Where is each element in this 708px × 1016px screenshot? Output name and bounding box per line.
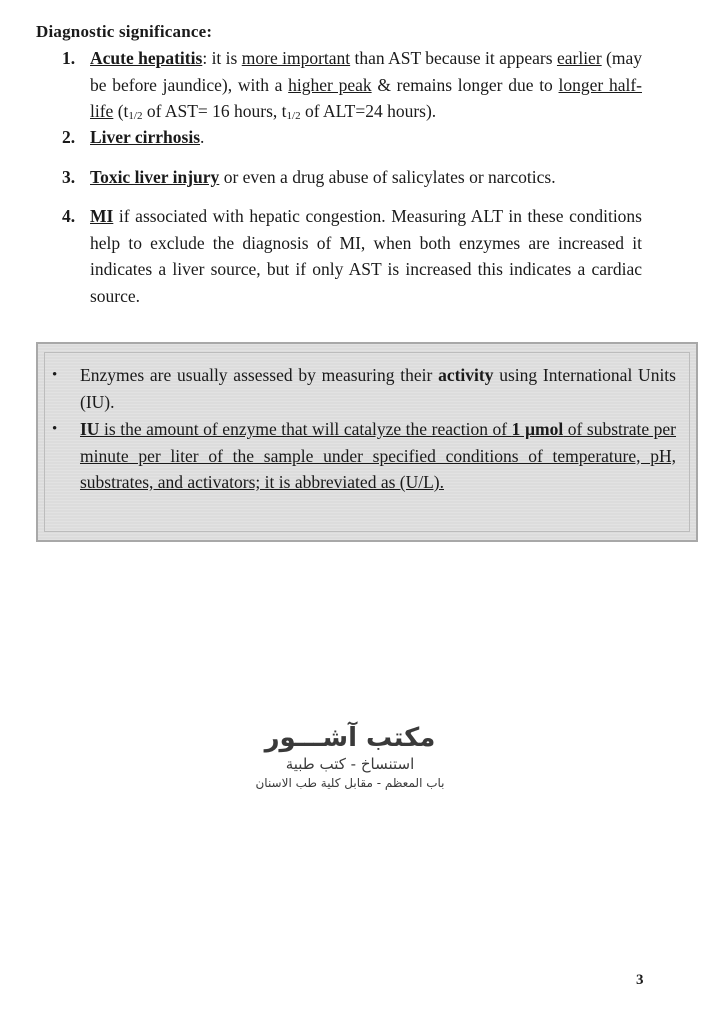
text-segment: than AST because it appears [350, 48, 557, 68]
text-segment: (t [113, 101, 129, 121]
text-segment: . [200, 127, 205, 147]
item-number: 2. [62, 127, 76, 147]
bullet-icon: • [52, 367, 58, 383]
underlined-text: earlier [556, 48, 602, 68]
item-text [90, 45, 642, 130]
stamp-line-2: استنساخ - كتب طبية [285, 755, 415, 773]
list-item-acute-hepatitis [62, 45, 642, 130]
text-segment: : it is [202, 48, 242, 68]
item-term: Acute hepatitis [90, 48, 203, 68]
text-segment: Enzymes are usually assessed by measuring their [80, 365, 439, 385]
text-segment: (may be before jaundice), with a [90, 48, 643, 95]
bullet-icon: • [52, 421, 58, 437]
list-item-mi [62, 203, 642, 309]
section-heading: Diagnostic significance: [36, 22, 213, 41]
text-segment: using International Units (IU). [80, 365, 676, 412]
text-segment: is the amount of enzyme that will catalyze the reaction of [99, 419, 512, 439]
shop-stamp [230, 722, 470, 802]
bold-text: activity [438, 365, 494, 385]
item-term: Toxic liver injury [90, 167, 220, 187]
item-number: 1. [62, 48, 76, 68]
item-number: 4. [62, 206, 76, 226]
item-number: 3. [62, 167, 76, 187]
note-box [36, 342, 698, 542]
bold-text: 1 µmol [511, 419, 564, 439]
text-segment: if associated with hepatic congestion. Measuring ALT in these conditions help to exclude the diagnosis of MI, when both enzymes are increased it indicates a liver source, but if only AST is increased this indicates a cardiac source. [90, 206, 642, 306]
text-segment: of AST= 16 hours, t [142, 101, 287, 121]
underlined-text: higher peak [288, 74, 372, 95]
text-segment: & remains longer due to [371, 74, 559, 95]
note-bullet-enzyme-activity [52, 362, 676, 415]
bold-text: IU [80, 419, 100, 439]
note-bullet-iu-definition [52, 416, 676, 496]
text-segment: or even a drug abuse of salicylates or narcotics. [219, 167, 556, 187]
underlined-text: longer half-life [90, 74, 642, 121]
item-text [90, 203, 642, 309]
list-item-liver-cirrhosis [62, 124, 642, 151]
item-term: Liver cirrhosis [90, 127, 201, 147]
subscript: 1/2 [128, 110, 143, 122]
text-segment: of ALT=24 hours). [300, 101, 437, 121]
stamp-line-1: مكتب آشـــور [264, 723, 436, 753]
stamp-line-3: باب المعظم - مقابل كلية طب الاسنان [255, 776, 445, 790]
bullet-text [80, 416, 676, 496]
list-item-toxic-liver-injury [62, 164, 642, 191]
underlined-text: more important [241, 48, 351, 68]
subscript: 1/2 [286, 110, 301, 122]
bullet-text [80, 362, 676, 415]
item-term: MI [90, 206, 114, 226]
page-number: 3 [636, 972, 644, 988]
item-text [90, 124, 642, 151]
text-segment: of substrate per minute per liter of the sample under specified conditions of temperature, pH, substrates, and activators; it is abbreviated as (U/L). [80, 419, 676, 492]
item-text [90, 164, 642, 191]
